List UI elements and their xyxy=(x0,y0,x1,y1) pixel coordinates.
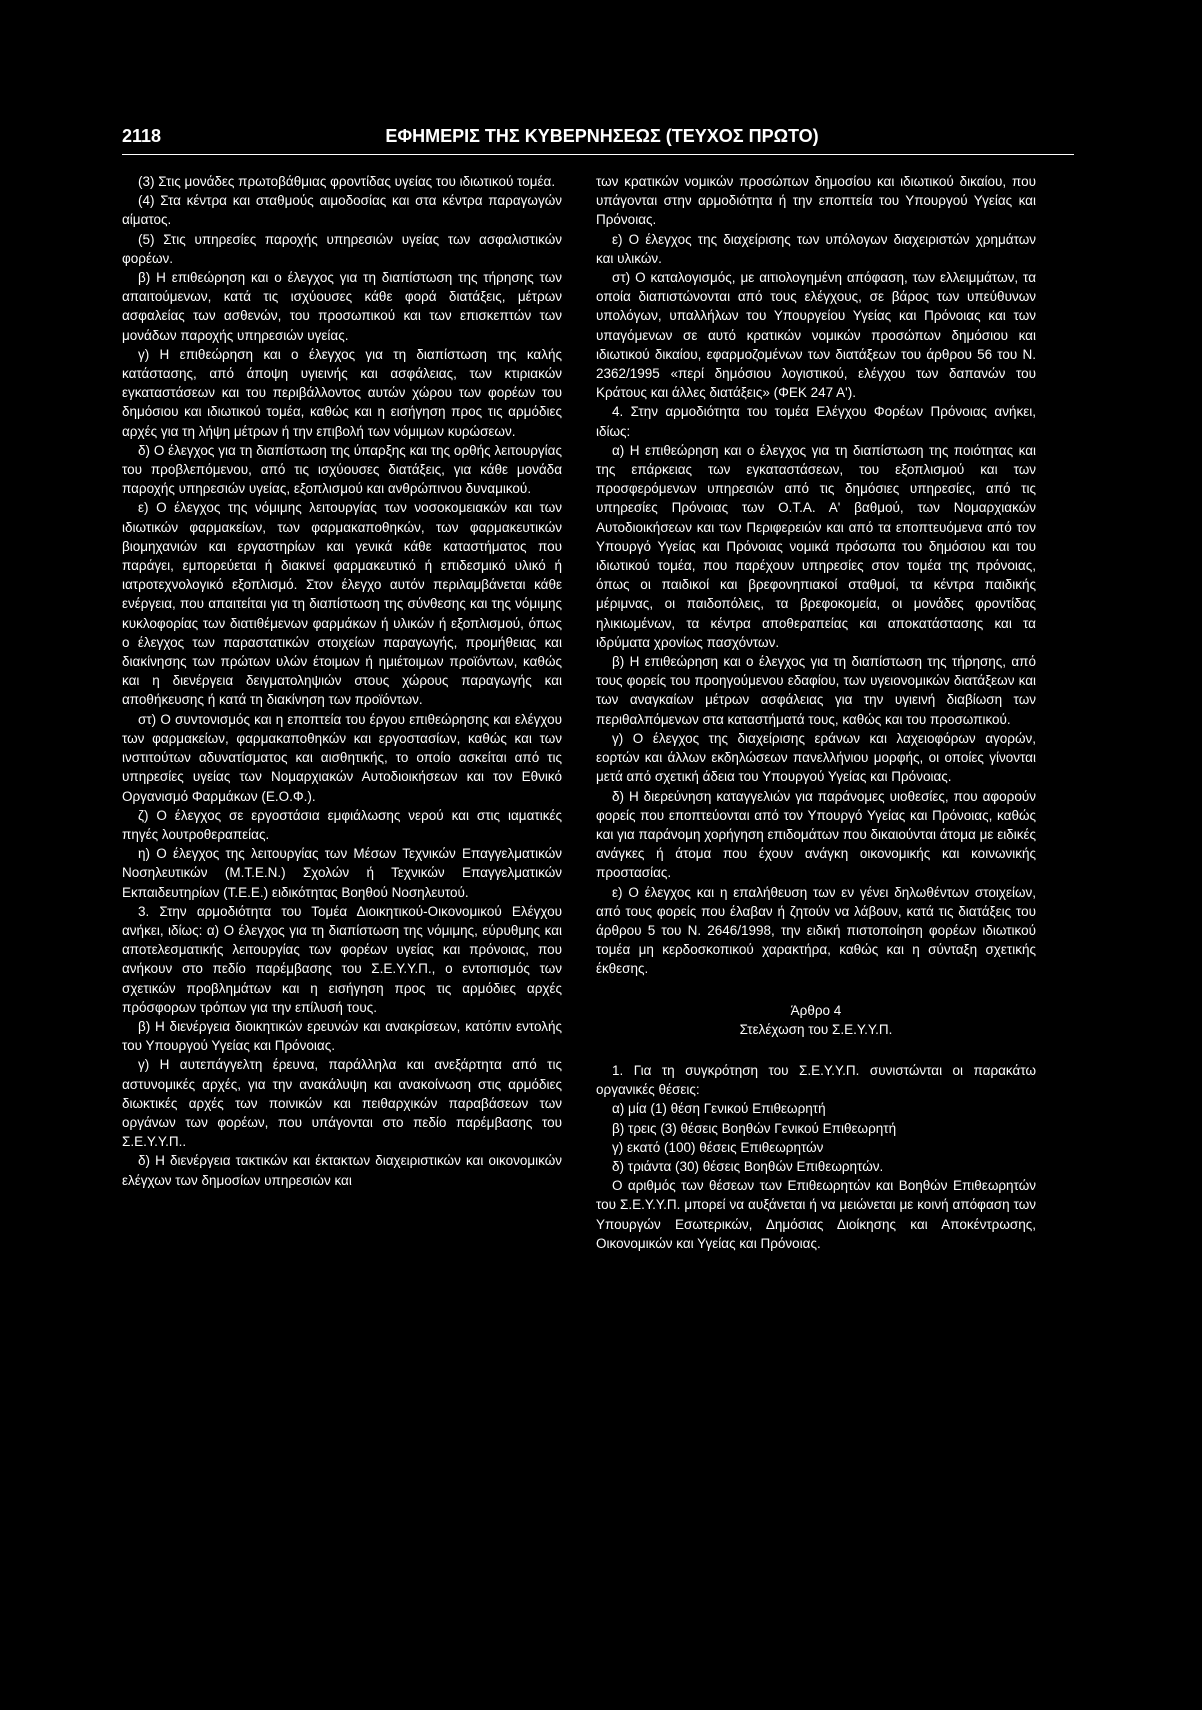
right-column xyxy=(596,172,1036,1253)
paragraph: (5) Στις υπηρεσίες παροχής υπηρεσιών υγείας των ασφαλιστικών φορέων. xyxy=(122,231,562,266)
list-item: α) μία (1) θέση Γενικού Επιθεωρητή xyxy=(612,1101,826,1117)
page-header xyxy=(122,120,1082,152)
paragraph: δ) Η διερεύνηση καταγγελιών για παράνομες υιοθεσίες, που αφορούν φορείς που εποπτεύονται από τον Υπουργό Υγείας και Πρόνοιας, καθώς και για παράνομη χορήγηση επιδομάτων που δικαιούνται άτομα με ειδικές ανάγκες ή άτομα που έχουν ανάγκη οικονομικής και κοινωνικής προστασίας. xyxy=(596,788,1036,881)
list-item: β) τρεις (3) θέσεις Βοηθών Γενικού Επιθεωρητή xyxy=(612,1120,897,1136)
paragraph: ζ) Ο έλεγχος σε εργοστάσια εμφιάλωσης νερού και στις ιαματικές πηγές λουτροθεραπείας. xyxy=(122,807,562,842)
paragraph: β) Η επιθεώρηση και ο έλεγχος για τη διαπίστωση της τήρησης, από τους φορείς του προηγούμενου εδαφίου, των υγειονομικών διατάξεων και των αναγκαίων μέτρων ασφάλειας για την υγιεινή διαβίωση των περιθαλπόμενων στα καταστήματά τους, καθώς και του προσωπικού. xyxy=(596,654,1036,727)
paragraph: 4. Στην αρμοδιότητα του τομέα Ελέγχου Φορέων Πρόνοιας ανήκει, ιδίως: xyxy=(596,404,1036,439)
paragraph: α) Η επιθεώρηση και ο έλεγχος για τη διαπίστωση της ποιότητας και της επάρκειας των εγκαταστάσεων, του εξοπλισμού και των προσφερόμενων υπηρεσιών από τις δημόσιες υπηρεσίες, από τις υπηρεσίες Πρόνοιας των Ο.Τ.Α. Α' βαθμού, των Νομαρχιακών Αυτοδιοικήσεων και των Περιφερειών και από τα εποπτευόμενα από τον Υπουργό Υγείας και Πρόνοιας νομικά πρόσωπα του δημόσιου και του ιδιωτικού τομέα, που παρέχουν υπηρεσίες στον τομέα της πρόνοιας, όπως οι παιδικοί και βρεφονηπιακοί σταθμοί, τα κέντρα παιδικής μέριμνας, οι παιδοπόλεις, τα βρεφοκομεία, οι μονάδες φροντίδας ηλικιωμένων, τα κέντρα αποθεραπείας και αποκατάστασης και τα ιδρύματα χρονίως πασχόντων. xyxy=(596,442,1036,650)
paragraph: 1. Για τη συγκρότηση του Σ.Ε.Υ.Υ.Π. συνιστώνται οι παρακάτω οργανικές θέσεις: xyxy=(596,1062,1036,1098)
paragraph: ε) Ο έλεγχος της διαχείρισης των υπόλογων διαχειριστών χρημάτων και υλικών. xyxy=(596,231,1036,266)
paragraph: β) Η διενέργεια διοικητικών ερευνών και ανακρίσεων, κατόπιν εντολής του Υπουργού Υγείας και Πρόνοιας. xyxy=(122,1018,562,1054)
page-number: 2118 xyxy=(122,126,162,146)
paragraph: στ) Ο συντονισμός και η εποπτεία του έργου επιθεώρησης και ελέγχου των φαρμακείων, φαρμακαποθηκών και εργοστασίων, καθώς και των ινστιτούτων αδυνατίσματος και αισθητικής, το οποίο ασκείται από τις υπηρεσίες υγείας των Νομαρχιακών Αυτοδιοικήσεων και τον Εθνικό Οργανισμό Φαρμάκων (Ε.Ο.Φ.). xyxy=(122,711,562,804)
paragraph: δ) Η διενέργεια τακτικών και έκτακτων διαχειριστικών και οικονομικών ελέγχων των δημοσίων υπηρεσιών και xyxy=(122,1153,562,1188)
article-subtitle: Στελέχωση του Σ.Ε.Υ.Υ.Π. xyxy=(739,1021,893,1037)
paragraph: στ) Ο καταλογισμός, με αιτιολογημένη απόφαση, των ελλειμμάτων, τα οποία διαπιστώνονται από τους ελέγχους, σε βάρος των υπεύθυνων υπολόγων, υπαλλήλων του Υπουργείου Υγείας και Πρόνοιας και των υπαγόμενων σε αυτό κρατικών νομικών προσώπων δημόσιου και ιδιωτικού δικαίου, εφαρμοζομένων των διατάξεων του άρθρου 56 του Ν. 2362/1995 «περί δημόσιου λογιστικού, ελέγχου των δαπανών του Κράτους και άλλες διατάξεις» (ΦΕΚ 247 Α'). xyxy=(596,270,1036,401)
article-title: Άρθρο 4 xyxy=(790,1002,842,1018)
paragraph: η) Ο έλεγχος της λειτουργίας των Μέσων Τεχνικών Επαγγελματικών Νοσηλευτικών (Μ.Τ.Ε.Ν.) Σχολών ή Τεχνικών Επαγγελματικών Εκπαιδευτηρίων (Τ.Ε.Ε.) ειδικότητας Βοηθού Νοσηλευτού. xyxy=(122,846,562,900)
paragraph: ε) Ο έλεγχος της νόμιμης λειτουργίας των νοσοκομειακών και των ιδιωτικών φαρμακείων, των φαρμακαποθηκών, των φαρμακευτικών βιομηχανιών και εργαστηρίων και γενικά κάθε καταστήματος που παράγει, εμπορεύεται ή διακινεί φαρμακευτικό ή επιδεσμικό υλικό ή ιατροτεχνολογικό εξοπλισμό. Στον έλεγχο αυτόν περιλαμβάνεται κάθε ενέργεια, που απαιτείται για τη διαπίστωση της σύνθεσης και της νόμιμης κυκλοφορίας των διατιθέμενων φαρμάκων ή υλικών ή εξοπλισμού, όπως ο έλεγχος των παραστατικών στοιχείων παραγωγής, προμήθειας και διακίνησης των πρώτων υλών έτοιμων ή ημιέτοιμων προϊόντων, καθώς και η διενέργεια δειγματοληψιών στους χώρους παραγωγής και αποθήκευσης ή κατά τη διακίνηση των προϊόντων. xyxy=(122,500,562,708)
paragraph: των κρατικών νομικών προσώπων δημοσίου και ιδιωτικού δικαίου, που υπάγονται στην αρμοδιότητα ή την εποπτεία του Υπουργού Υγείας και Πρόνοιας. xyxy=(596,174,1036,228)
paragraph: (4) Στα κέντρα και σταθμούς αιμοδοσίας και στα κέντρα παραγωγών αίματος. xyxy=(122,193,562,228)
paragraph: β) Η επιθεώρηση και ο έλεγχος για τη διαπίστωση της τήρησης των απαιτούμενων, κατά τις ισχύουσες κάθε φορά διατάξεις, μέτρων ασφαλείας των ασθενών, του προσωπικού και των επισκεπτών των μονάδων παροχής υπηρεσιών υγείας. xyxy=(122,270,562,343)
left-column xyxy=(122,172,562,1190)
journal-title: ΕΦΗΜΕΡΙΣ ΤΗΣ ΚΥΒΕΡΝΗΣΕΩΣ (ΤΕΥΧΟΣ ΠΡΩΤΟ) xyxy=(385,126,819,146)
paragraph: (3) Στις μονάδες πρωτοβάθμιας φροντίδας υγείας του ιδιωτικού τομέα. xyxy=(138,174,556,189)
paragraph: 3. Στην αρμοδιότητα του Τομέα Διοικητικού-Οικονομικού Ελέγχου ανήκει, ιδίως: α) Ο έλεγχος για τη διαπίστωση της νόμιμης, εύρυθμης και αποτελεσματικής λειτουργίας των φορέων υγείας και πρόνοιας, που ανήκουν στο πεδίο παρέμβασης του Σ.Ε.Υ.Υ.Π., ο εντοπισμός των σχετικών προβλημάτων και η εισήγηση προς τις αρμόδιες αρχές πρόσφορων τρόπων για την επίλυσή τους. xyxy=(122,903,562,1015)
paragraph: γ) Ο έλεγχος της διαχείρισης εράνων και λαχειοφόρων αγορών, εορτών και άλλων εκδηλώσεων πανελλήνιου μορφής, οι οποίες γίνονται μετά από σχετική άδεια του Υπουργού Υγείας και Πρόνοιας. xyxy=(596,730,1036,785)
paragraph: γ) Η αυτεπάγγελτη έρευνα, παράλληλα και ανεξάρτητα από τις αστυνομικές αρχές, για την ανακάλυψη και ανακοίνωση στις αρμόδιες διωκτικές αρχές των ποινικών και πειθαρχικών παραβάσεων των οργάνων των φορέων, που υπάγονται στο πεδίο παρέμβασης του Σ.Ε.Υ.Υ.Π.. xyxy=(122,1057,562,1150)
paragraph: ε) Ο έλεγχος και η επαλήθευση των εν γένει δηλωθέντων στοιχείων, από τους φορείς που έλαβαν ή ζητούν να λάβουν, κατά τις διατάξεις του άρθρου 5 του Ν. 2646/1998, την ειδική πιστοποίηση φορέων ιδιωτικού τομέα μη κερδοσκοπικού χαρακτήρα, καθώς και η σύνταξη σχετικής έκθεσης. xyxy=(596,884,1036,977)
paragraph: γ) Η επιθεώρηση και ο έλεγχος για τη διαπίστωση της καλής κατάστασης, από άποψη υγιεινής και ασφάλειας, των κτιριακών εγκαταστάσεων και του περιβάλλοντος αυτών χώρου των φορέων του δημόσιου και ιδιωτικού τομέα, καθώς και η εισήγηση προς τις αρμόδιες αρχές για τη λήψη μέτρων ή την επιβολή των νόμιμων κυρώσεων. xyxy=(122,346,562,439)
list-item: δ) τριάντα (30) θέσεις Βοηθών Επιθεωρητών. xyxy=(612,1158,884,1174)
list-item: γ) εκατό (100) θέσεις Επιθεωρητών xyxy=(612,1139,824,1155)
paragraph: δ) Ο έλεγχος για τη διαπίστωση της ύπαρξης και της ορθής λειτουργίας του προβλεπόμενου, από τις ισχύουσες διατάξεις, για κάθε μονάδα παροχής υπηρεσιών υγείας, εξοπλισμού και ανθρώπινου δυναμικού. xyxy=(122,442,562,497)
paragraph: Ο αριθμός των θέσεων των Επιθεωρητών και Βοηθών Επιθεωρητών του Σ.Ε.Υ.Υ.Π. μπορεί να αυξάνεται ή να μειώνεται με κοινή απόφαση των Υπουργών Εσωτερικών, Δημόσιας Διοίκησης και Αποκέντρωσης, Οικονομικών και Υγείας και Πρόνοιας. xyxy=(596,1178,1036,1251)
header-rule xyxy=(122,154,1074,155)
